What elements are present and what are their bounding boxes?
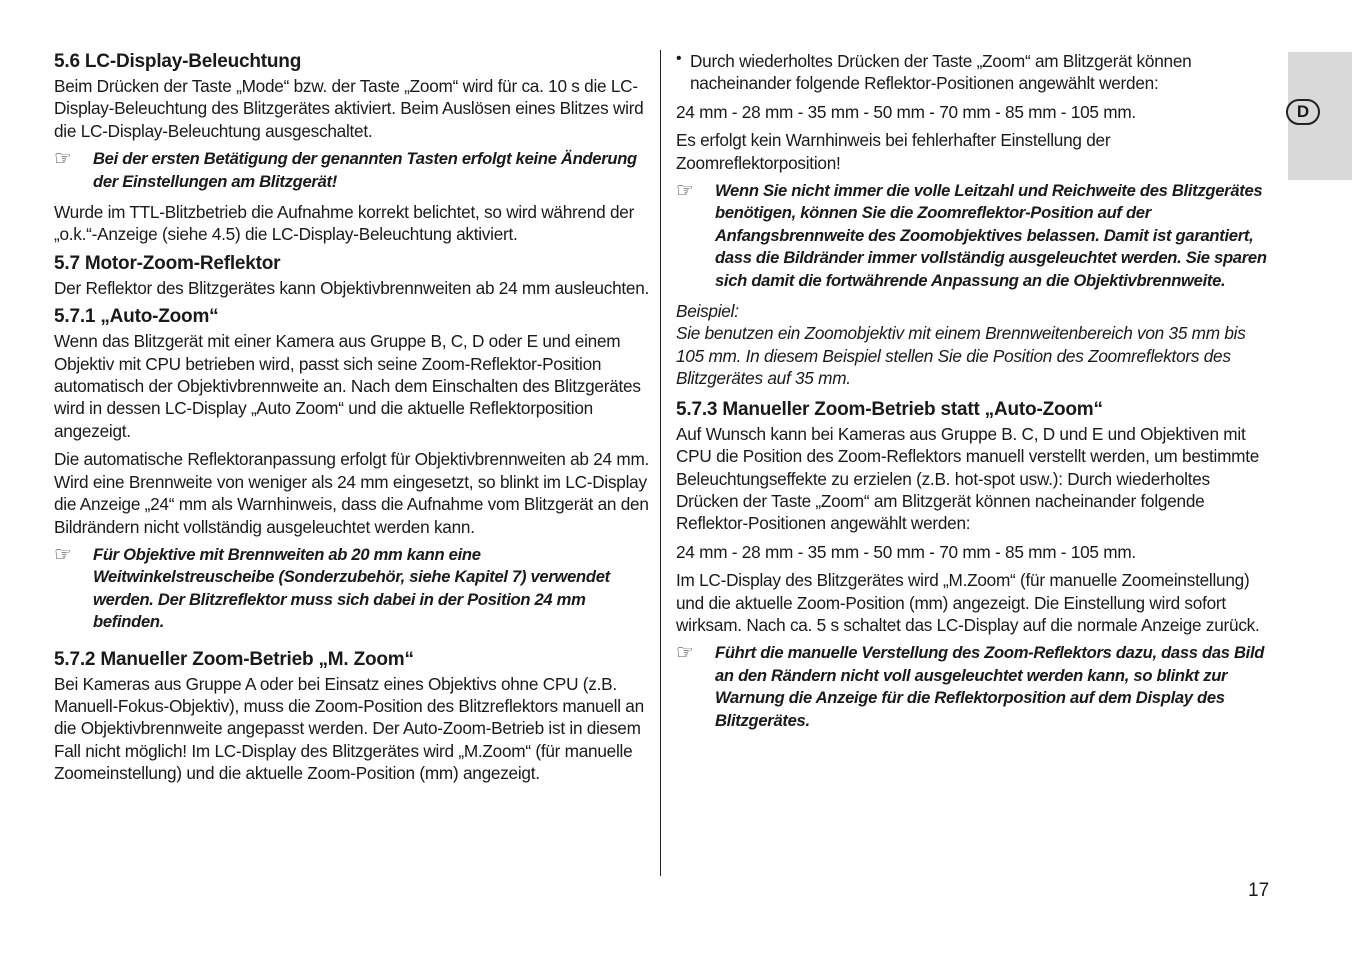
pointing-hand-icon: ☞ — [676, 180, 694, 203]
language-marker: D — [1286, 99, 1320, 125]
example-label: Beispiel: — [676, 301, 739, 322]
paragraph: Im LC-Display des Blitzgerätes wird „M.Zoom“ (für manuelle Zoomeinstellung) und die aktuelle Zoom-Position (mm) angezeigt. Die Einstellung wird sofort wirksam. Nach ca. 5 s schaltet das LC-Display auf die normale Anzeige zurück. — [676, 570, 1260, 635]
example-text: Sie benutzen ein Zoomobjektiv mit einem Brennweitenbereich von 35 mm bis 105 mm. In diesem Beispiel stellen Sie die Position des Zoomreflektors des Blitzgerätes auf 35 mm. — [676, 323, 1246, 389]
page-number: 17 — [1248, 880, 1270, 901]
right-column — [676, 50, 1274, 740]
pointing-hand-icon: ☞ — [676, 642, 694, 665]
bullet-mark: • — [676, 50, 682, 67]
note — [676, 180, 1274, 292]
paragraph: Beim Drücken der Taste „Mode“ bzw. der Taste „Zoom“ wird für ca. 10 s die LC-Display-Beleuchtung des Blitzgerätes aktiviert. Beim Auslösen eines Blitzes wird die LC-Display-Beleuchtung ausgeschaltet. — [54, 76, 644, 141]
heading-5-7-1: 5.7.1 „Auto-Zoom“ — [54, 306, 219, 328]
note-text: Bei der ersten Betätigung der genannten Tasten erfolgt keine Änderung der Einstellungen am Blitzgerät! — [93, 149, 637, 191]
bullet-item — [676, 50, 1274, 101]
paragraph: Wenn das Blitzgerät mit einer Kamera aus Gruppe B, C, D oder E und einem Objektiv mit CPU betrieben wird, passt sich seine Zoom-Reflektor-Position automatisch der Objektivbrennweite an. Nach dem Einschalten des Blitzgerätes wird in dessen LC-Display „Auto Zoom“ und die aktuelle Reflektorposition angezeigt. — [54, 331, 641, 441]
paragraph: Der Reflektor des Blitzgerätes kann Objektivbrennweiten ab 24 mm ausleuchten. — [54, 277, 650, 298]
pointing-hand-icon: ☞ — [54, 543, 72, 566]
heading-5-7: 5.7 Motor-Zoom-Reflektor — [54, 252, 281, 274]
zoom-positions: 24 mm - 28 mm - 35 mm - 50 mm - 70 mm - 85 mm - 105 mm. — [676, 541, 1136, 562]
pointing-hand-icon: ☞ — [54, 148, 72, 171]
note-text: Führt die manuelle Verstellung des Zoom-Reflektors dazu, dass das Bild an den Rändern nicht voll ausgeleuchtet werden kann, so blinkt zur Warnung die Anzeige für die Reflektorposition auf dem Display des Blitzgerätes. — [715, 643, 1265, 730]
paragraph: Es erfolgt kein Warnhinweis bei fehlerhafter Einstellung der Zoomreflektorposition! — [676, 130, 1111, 173]
paragraph: Bei Kameras aus Gruppe A oder bei Einsatz eines Objektivs ohne CPU (z.B. Manuell-Fokus-Objektiv), muss die Zoom-Position des Blitzreflektors manuell an die Objektivbrennweite angepasst werden. Der Auto-Zoom-Betrieb ist in diesem Fall nicht möglich! Im LC-Display des Blitzgerätes wird „M.Zoom“ (für manuelle Zoomeinstellung) und die aktuelle Zoom-Position (mm) angezeigt. — [54, 673, 644, 784]
heading-5-7-3: 5.7.3 Manueller Zoom-Betrieb statt „Auto-Zoom“ — [676, 398, 1103, 420]
left-column — [54, 50, 651, 791]
zoom-positions: 24 mm - 28 mm - 35 mm - 50 mm - 70 mm - 85 mm - 105 mm. — [676, 101, 1136, 122]
note — [676, 642, 1274, 732]
heading-5-6: 5.6 LC-Display-Beleuchtung — [54, 51, 302, 72]
column-divider — [660, 50, 661, 876]
paragraph: Auf Wunsch kann bei Kameras aus Gruppe B. C, D und E und Objektiven mit CPU die Position des Zoom-Reflektors manuell verstellt werden, um bestimmte Beleuchtungseffekte zu erzielen (z.B. hot-spot usw.): Durch wiederholtes Drücken der Taste „Zoom“ am Blitzgerät können nacheinander folgende Reflektor-Positionen angewählt werden: — [676, 423, 1260, 534]
note-text: Wenn Sie nicht immer die volle Leitzahl und Reichweite des Blitzgerätes benötigen, können Sie die Zoomreflektor-Position auf der Anfangsbrennweite des Zoomobjektives belassen. Damit ist garantiert, dass die Bildränder immer vollständig ausgeleuchtet werden. Sie sparen sich damit die fortwährende Anpassung an die Objektivbrennweite. — [715, 181, 1267, 290]
note — [54, 148, 651, 193]
paragraph: Die automatische Reflektoranpassung erfolgt für Objektivbrennweiten ab 24 mm. Wird eine Brennweite von weniger als 24 mm eingesetzt, so blinkt im LC-Display die Anzeige „24“ mm als Warnhinweis, dass die Aufnahme vom Blitzgerät an den Bildrändern nicht vollständig ausgeleuchtet werden kann. — [54, 449, 650, 537]
bullet-text: Durch wiederholtes Drücken der Taste „Zoom“ am Blitzgerät können nacheinander folgende Reflektor-Positionen angewählt werden: — [690, 51, 1192, 94]
heading-5-7-2: 5.7.2 Manueller Zoom-Betrieb „M. Zoom“ — [54, 648, 414, 670]
paragraph: Wurde im TTL-Blitzbetrieb die Aufnahme korrekt belichtet, so wird während der „o.k.“-Anzeige (siehe 4.5) die LC-Display-Beleuchtung aktiviert. — [54, 202, 635, 245]
note — [54, 544, 651, 634]
note-text: Für Objektive mit Brennweiten ab 20 mm kann eine Weitwinkelstreuscheibe (Sonderzubehör, siehe Kapitel 7) verwendet werden. Der Blitzreflektor muss sich dabei in der Position 24 mm befinden. — [93, 544, 610, 632]
